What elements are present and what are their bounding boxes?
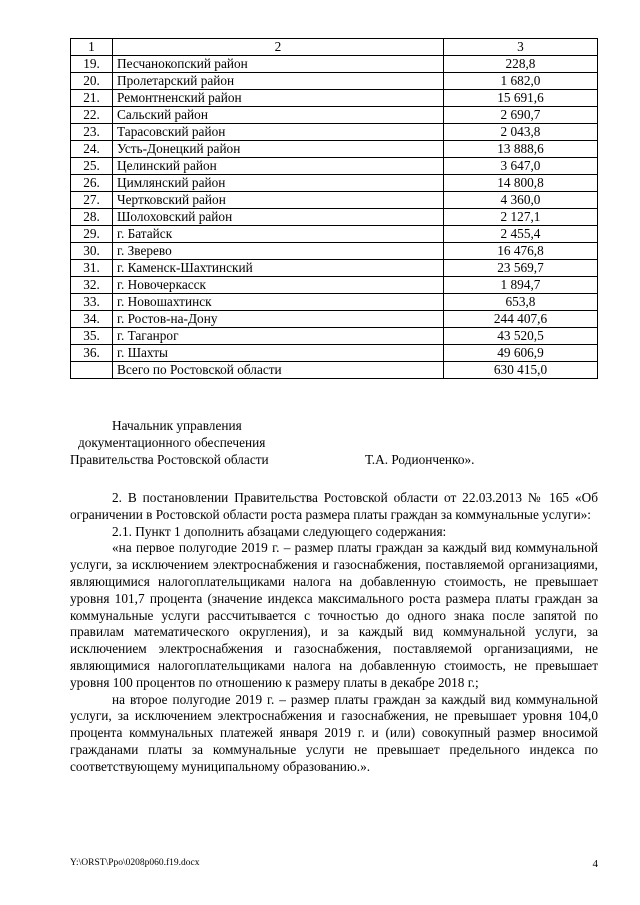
value-cell: 653,8 bbox=[444, 294, 598, 311]
value-cell: 3 647,0 bbox=[444, 158, 598, 175]
table-row bbox=[71, 345, 598, 362]
district-name-cell: г. Зверево bbox=[113, 243, 444, 260]
table-header-row bbox=[71, 39, 598, 56]
table-row bbox=[71, 328, 598, 345]
paragraph-second-half: на второе полугодие 2019 г. – размер платы граждан за каждый вид коммунальной услуги, за исключением электроснабжения и газоснабжения, не превышает уровня 104,0 процента коммунальных платежей января 2019 г. и (или) совокупный размер вносимой гражданами платы за коммунальные услуги не превышает предельного индекса по соответствующему муниципальному образованию.». bbox=[70, 691, 598, 774]
value-cell: 43 520,5 bbox=[444, 328, 598, 345]
row-number-cell: 23. bbox=[71, 124, 113, 141]
value-cell: 1 682,0 bbox=[444, 73, 598, 90]
row-number-cell: 34. bbox=[71, 311, 113, 328]
district-name-cell: Усть-Донецкий район bbox=[113, 141, 444, 158]
row-number-cell: 19. bbox=[71, 56, 113, 73]
value-cell: 14 800,8 bbox=[444, 175, 598, 192]
value-cell: 4 360,0 bbox=[444, 192, 598, 209]
row-number-cell: 32. bbox=[71, 277, 113, 294]
file-path: Y:\ORST\Ppo\0208p060.f19.docx bbox=[70, 858, 200, 868]
district-name-cell: г. Новочеркасск bbox=[113, 277, 444, 294]
page-number: 4 bbox=[592, 858, 598, 870]
signature-title-line1: Начальник управления bbox=[112, 418, 242, 433]
row-number-cell: 35. bbox=[71, 328, 113, 345]
paragraph-resolution: 2. В постановлении Правительства Ростовской области от 22.03.2013 № 165 «Об ограничении в Ростовской области роста размера платы граждан за коммунальные услуги»: bbox=[70, 490, 598, 522]
table-header-cell: 1 bbox=[71, 39, 113, 56]
district-name-cell: Песчанокопский район bbox=[113, 56, 444, 73]
table-header-cell: 2 bbox=[113, 39, 444, 56]
table-row bbox=[71, 294, 598, 311]
value-cell: 2 455,4 bbox=[444, 226, 598, 243]
table-row bbox=[71, 311, 598, 328]
value-cell: 1 894,7 bbox=[444, 277, 598, 294]
district-name-cell: г. Шахты bbox=[113, 345, 444, 362]
table-row bbox=[71, 107, 598, 124]
table-row bbox=[71, 124, 598, 141]
value-cell: 49 606,9 bbox=[444, 345, 598, 362]
value-cell: 2 043,8 bbox=[444, 124, 598, 141]
district-name-cell: г. Таганрог bbox=[113, 328, 444, 345]
table-row bbox=[71, 260, 598, 277]
value-cell: 244 407,6 bbox=[444, 311, 598, 328]
row-number-cell: 20. bbox=[71, 73, 113, 90]
row-number-cell: 30. bbox=[71, 243, 113, 260]
signature-title-line3: Правительства Ростовской области bbox=[70, 452, 269, 467]
body-text bbox=[70, 490, 598, 776]
table-row bbox=[71, 141, 598, 158]
value-cell: 13 888,6 bbox=[444, 141, 598, 158]
district-name-cell: Сальский район bbox=[113, 107, 444, 124]
table-header-cell: 3 bbox=[444, 39, 598, 56]
district-name-cell: Всего по Ростовской области bbox=[113, 362, 444, 379]
table-row bbox=[71, 175, 598, 192]
row-number-cell: 28. bbox=[71, 209, 113, 226]
table-row bbox=[71, 226, 598, 243]
row-number-cell: 31. bbox=[71, 260, 113, 277]
row-number-cell: 29. bbox=[71, 226, 113, 243]
value-cell: 2 127,1 bbox=[444, 209, 598, 226]
signature-title-line2: документационного обеспечения bbox=[78, 435, 266, 450]
table-row bbox=[71, 73, 598, 90]
district-name-cell: Целинский район bbox=[113, 158, 444, 175]
table-row bbox=[71, 209, 598, 226]
district-table bbox=[70, 38, 598, 379]
district-name-cell: Чертковский район bbox=[113, 192, 444, 209]
paragraph-item: 2.1. Пункт 1 дополнить абзацами следующего содержания: bbox=[112, 523, 447, 539]
value-cell: 23 569,7 bbox=[444, 260, 598, 277]
row-number-cell: 25. bbox=[71, 158, 113, 175]
district-name-cell: Цимлянский район bbox=[113, 175, 444, 192]
table-row bbox=[71, 243, 598, 260]
table-row bbox=[71, 277, 598, 294]
row-number-cell: 26. bbox=[71, 175, 113, 192]
value-cell: 15 691,6 bbox=[444, 90, 598, 107]
table-row bbox=[71, 362, 598, 379]
paragraph-first-half: «на первое полугодие 2019 г. – размер платы граждан за каждый вид коммунальной услуги, за исключением электроснабжения и газоснабжения, поставляемой организациями, являющимися налогоплательщиками налога на добавленную стоимость, не превышает уровня 101,7 процента (значение индекса максимального роста размера платы граждан за коммунальные услуги рассчитывается с точностью до одного знака после запятой по правилам математического округления), и за каждый вид коммунальной услуги, за исключением электроснабжения и газоснабжения, поставляемой организациями, не являющимися налогоплательщиками налога на добавленную стоимость, не превышает уровня 100 процентов по отношению к размеру платы в декабре 2018 г.; bbox=[70, 540, 598, 690]
row-number-cell: 22. bbox=[71, 107, 113, 124]
district-name-cell: Ремонтненский район bbox=[113, 90, 444, 107]
row-number-cell bbox=[71, 362, 113, 379]
district-name-cell: г. Батайск bbox=[113, 226, 444, 243]
district-name-cell: г. Ростов-на-Дону bbox=[113, 311, 444, 328]
value-cell: 228,8 bbox=[444, 56, 598, 73]
table-row bbox=[71, 56, 598, 73]
district-name-cell: г. Новошахтинск bbox=[113, 294, 444, 311]
district-name-cell: Шолоховский район bbox=[113, 209, 444, 226]
row-number-cell: 27. bbox=[71, 192, 113, 209]
table-row bbox=[71, 192, 598, 209]
district-name-cell: Тарасовский район bbox=[113, 124, 444, 141]
district-name-cell: Пролетарский район bbox=[113, 73, 444, 90]
district-name-cell: г. Каменск-Шахтинский bbox=[113, 260, 444, 277]
value-cell: 630 415,0 bbox=[444, 362, 598, 379]
row-number-cell: 24. bbox=[71, 141, 113, 158]
row-number-cell: 33. bbox=[71, 294, 113, 311]
signature-name: Т.А. Родионченко». bbox=[365, 452, 475, 467]
value-cell: 2 690,7 bbox=[444, 107, 598, 124]
value-cell: 16 476,8 bbox=[444, 243, 598, 260]
table-row bbox=[71, 90, 598, 107]
row-number-cell: 21. bbox=[71, 90, 113, 107]
row-number-cell: 36. bbox=[71, 345, 113, 362]
table-row bbox=[71, 158, 598, 175]
